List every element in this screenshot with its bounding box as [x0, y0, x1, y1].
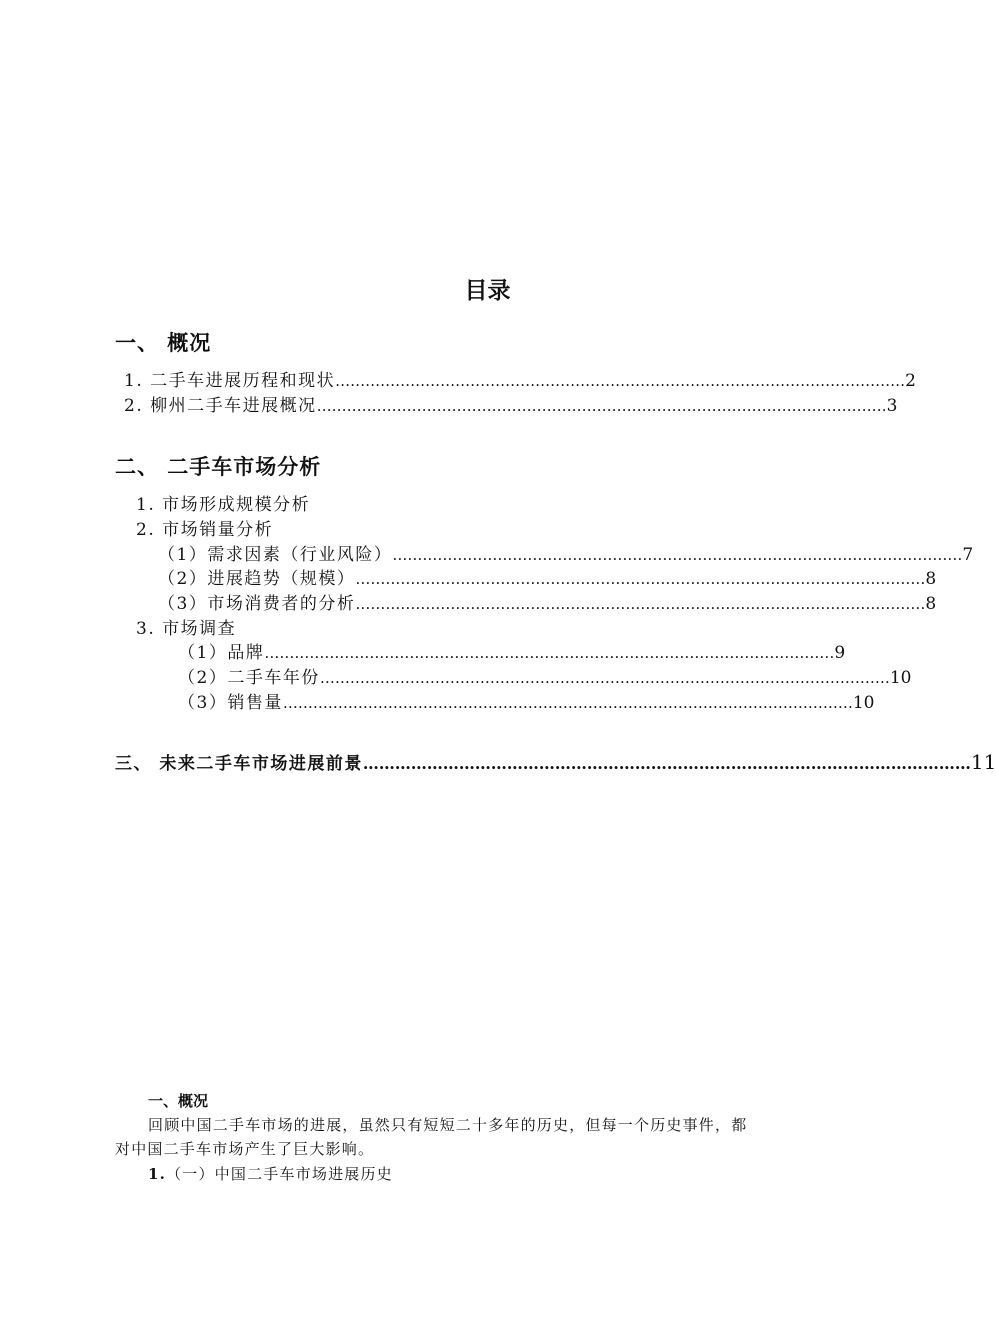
toc-leader-dots: …………………………………………………………………………………………………… — [355, 595, 926, 613]
toc-entry-label: （1）需求因素（行业风险） — [158, 545, 393, 565]
toc-entry[interactable] — [124, 391, 898, 416]
toc-page-number: 3 — [886, 396, 898, 416]
toc-section-2-heading: 二、 二手车市场分析 — [115, 454, 322, 479]
toc-entry[interactable] — [158, 540, 974, 565]
toc-leader-dots: …………………………………………………………………………………………………… — [392, 546, 963, 564]
toc-section-3-entry[interactable] — [115, 749, 996, 774]
toc-entry-label: （1）品牌 — [178, 643, 265, 663]
toc-entry-label: 1. 二手车进展历程和现状 — [124, 371, 336, 391]
toc-entry[interactable] — [158, 589, 937, 614]
toc-page-number: 8 — [925, 594, 937, 614]
toc-leader-dots: …………………………………………………………………………………………………… — [335, 372, 906, 390]
toc-entry-label: （3）销售量 — [178, 693, 283, 713]
body-paragraph-line: 对中国二手车市场产生了巨大影响。 — [115, 1140, 375, 1158]
toc-page-number: 9 — [834, 643, 846, 663]
body-subheading — [148, 1163, 393, 1184]
toc-page-number: 11 — [970, 750, 996, 774]
toc-leader-dots: …………………………………………………………………………………………………… — [362, 754, 971, 773]
body-heading: 一、概况 — [148, 1092, 209, 1110]
toc-entry-label: （3）市场消费者的分析 — [158, 594, 356, 614]
toc-entry[interactable] — [124, 366, 916, 391]
toc-section-3-heading: 三、 未来二手车市场进展前景 — [115, 754, 363, 774]
body-paragraph-line: 回顾中国二手车市场的进展，虽然只有短短二十多年的历史，但每一个历史事件，都 — [148, 1116, 748, 1134]
toc-title: 目录 — [464, 277, 511, 304]
toc-entry-label: （2）二手车年份 — [178, 668, 320, 688]
toc-leader-dots: …………………………………………………………………………………………………… — [355, 570, 926, 588]
toc-page-number: 7 — [962, 545, 974, 565]
toc-entry[interactable] — [178, 638, 846, 663]
toc-subheading[interactable]: 2. 市场销量分析 — [136, 520, 274, 540]
toc-leader-dots: …………………………………………………………………………………………………… — [316, 397, 887, 415]
toc-leader-dots: …………………………………………………………………………………………………… — [264, 644, 835, 662]
toc-entry-label: 2. 柳州二手车进展概况 — [124, 396, 317, 416]
toc-page-number: 8 — [925, 569, 937, 589]
toc-page-number: 2 — [905, 371, 916, 391]
toc-page-number: 10 — [852, 693, 875, 713]
toc-entry[interactable] — [158, 564, 937, 589]
body-subheading-text: （一）中国二手车市场进展历史 — [166, 1165, 393, 1183]
toc-entry[interactable] — [178, 663, 912, 688]
toc-page-number: 10 — [889, 668, 912, 688]
body-subheading-number: 1. — [148, 1165, 167, 1183]
toc-leader-dots: …………………………………………………………………………………………………… — [319, 669, 890, 687]
toc-entry-label: （2）进展趋势（规模） — [158, 569, 356, 589]
toc-leader-dots: …………………………………………………………………………………………………… — [282, 694, 853, 712]
toc-entry[interactable] — [178, 688, 875, 713]
toc-subheading[interactable]: 3. 市场调查 — [136, 619, 237, 639]
toc-subheading[interactable]: 1. 市场形成规模分析 — [136, 495, 311, 515]
toc-section-1-heading: 一、 概况 — [115, 330, 212, 355]
